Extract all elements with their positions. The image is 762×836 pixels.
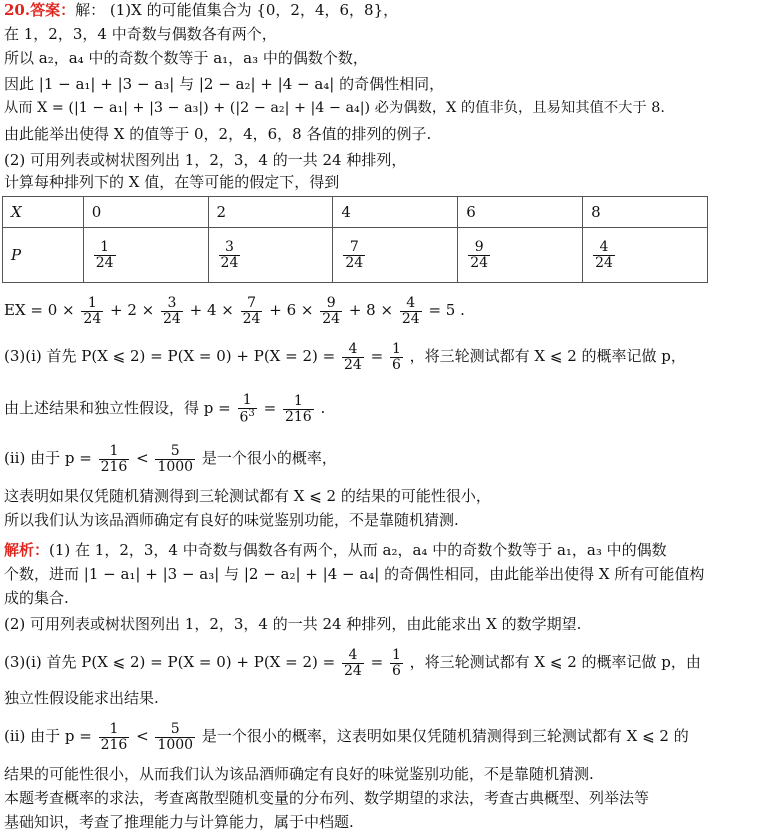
analysis-line-6: 独立性假设能求出结果.	[4, 689, 159, 707]
analysis-line-2: 个数，进而 |1 − a₁| + |3 − a₃| 与 |2 − a₂| + |4 − a₄| 的奇偶性相同，由此能举出使得 X 所有可能值构	[4, 565, 705, 583]
p-row	[3, 228, 708, 283]
answer-line-1	[4, 0, 398, 20]
analysis-line-10: 基础知识，考查了推理能力与计算能力，属于中档题.	[4, 813, 354, 831]
p-value-cell: $\frac{9}{24}$	[458, 228, 583, 283]
p-value-cell: $\frac{7}{24}$	[333, 228, 458, 283]
answer-line-6: 由此能举出使得 X 的值等于 0，2，4，6，8 各值的排列的例子.	[4, 125, 432, 143]
answer-line-8: 计算每种排列下的 X 值，在等可能的假定下，得到	[4, 173, 340, 191]
answer-line-5: 从而 X = (|1 − a₁| + |3 − a₃|) + (|2 − a₂| + |4 − a₄|) 必为偶数，X 的值非负，且易知其值不大于 8.	[4, 100, 665, 116]
answer-label: 20.答案：	[4, 1, 76, 19]
answer-line-7: (2) 可用列表或树状图列出 1，2，3，4 的一共 24 种排列，	[4, 151, 407, 169]
p-value-cell: $\frac{4}{24}$	[583, 228, 708, 283]
conclusion-line-1: 这表明如果仅凭随机猜测得到三轮测试都有 X ⩽ 2 的结果的可能性很小，	[4, 487, 491, 505]
x-value-cell: 2	[208, 197, 333, 228]
analysis-line-8: 结果的可能性很小，从而我们认为该品酒师确定有良好的味觉鉴别功能，不是靠随机猜测.	[4, 765, 594, 783]
x-value-cell: 4	[333, 197, 458, 228]
p-value-cell: $\frac{3}{24}$	[208, 228, 333, 283]
x-value-cell: 6	[458, 197, 583, 228]
x-value-cell: 0	[83, 197, 208, 228]
x-row	[3, 197, 708, 228]
p-value-cell: $\frac{1}{24}$	[83, 228, 208, 283]
expectation-formula: EX = 0 × $\frac{1}{24}$ + 2 × $\frac{3}{24}$ + 4 × $\frac{7}{24}$ + 6 × $\frac{9}{24}$ + 8 × $\frac{4}{24}$ = 5 .	[4, 294, 465, 327]
p-header-cell: P	[3, 228, 84, 283]
analysis-line-9: 本题考查概率的求法，考查离散型随机变量的分布列、数学期望的求法，考查古典概型、列举法等	[4, 789, 650, 807]
answer-line-2: 在 1，2，3，4 中奇数与偶数各有两个，	[4, 25, 277, 43]
distribution-table	[2, 196, 708, 283]
part3-ii-line: (ii) 由于 p = $\frac{1}{216}$ < $\frac{5}{1000}$ 是一个很小的概率，	[4, 442, 337, 475]
answer-text: 解： (1)X 的可能值集合为 {0，2，4，6，8}，	[75, 1, 399, 19]
x-value-cell: 8	[583, 197, 708, 228]
x-header-cell: X	[3, 197, 84, 228]
analysis-label: 解析：	[4, 541, 50, 559]
analysis-line-1: 解析：(1) 在 1，2，3，4 中奇数与偶数各有两个，从而 a₂，a₄ 中的奇数个数等于 a₁，a₃ 中的偶数	[4, 541, 667, 559]
part3-i-line: (3)(i) 首先 P(X ⩽ 2) = P(X = 0) + P(X = 2) = $\frac{4}{24}$ = $\frac{1}{6}$ ，将三轮测试都有 X ⩽ 2 的概率记做 p，	[4, 340, 686, 373]
analysis-line-7: (ii) 由于 p = $\frac{1}{216}$ < $\frac{5}{1000}$ 是一个很小的概率，这表明如果仅凭随机猜测得到三轮测试都有 X ⩽ 2 的	[4, 720, 689, 753]
answer-line-3: 所以 a₂，a₄ 中的奇数个数等于 a₁，a₃ 中的偶数个数，	[4, 49, 368, 67]
analysis-line-4: (2) 可用列表或树状图列出 1，2，3，4 的一共 24 种排列，由此能求出 X 的数学期望.	[4, 615, 582, 633]
analysis-line-5: (3)(i) 首先 P(X ⩽ 2) = P(X = 0) + P(X = 2) = $\frac{4}{24}$ = $\frac{1}{6}$ ，将三轮测试都有 X ⩽ 2 的概率记做 p，由	[4, 646, 701, 679]
analysis-line-3: 成的集合.	[4, 589, 69, 607]
conclusion-line-2: 所以我们认为该品酒师确定有良好的味觉鉴别功能，不是靠随机猜测.	[4, 511, 459, 529]
answer-line-4: 因此 |1 − a₁| + |3 − a₃| 与 |2 − a₂| + |4 − a₄| 的奇偶性相同，	[4, 75, 445, 93]
part3-p-line: 由上述结果和独立性假设，得 p = $\frac{1}{6^3}$ = $\frac{1}{216}$ .	[4, 391, 326, 426]
